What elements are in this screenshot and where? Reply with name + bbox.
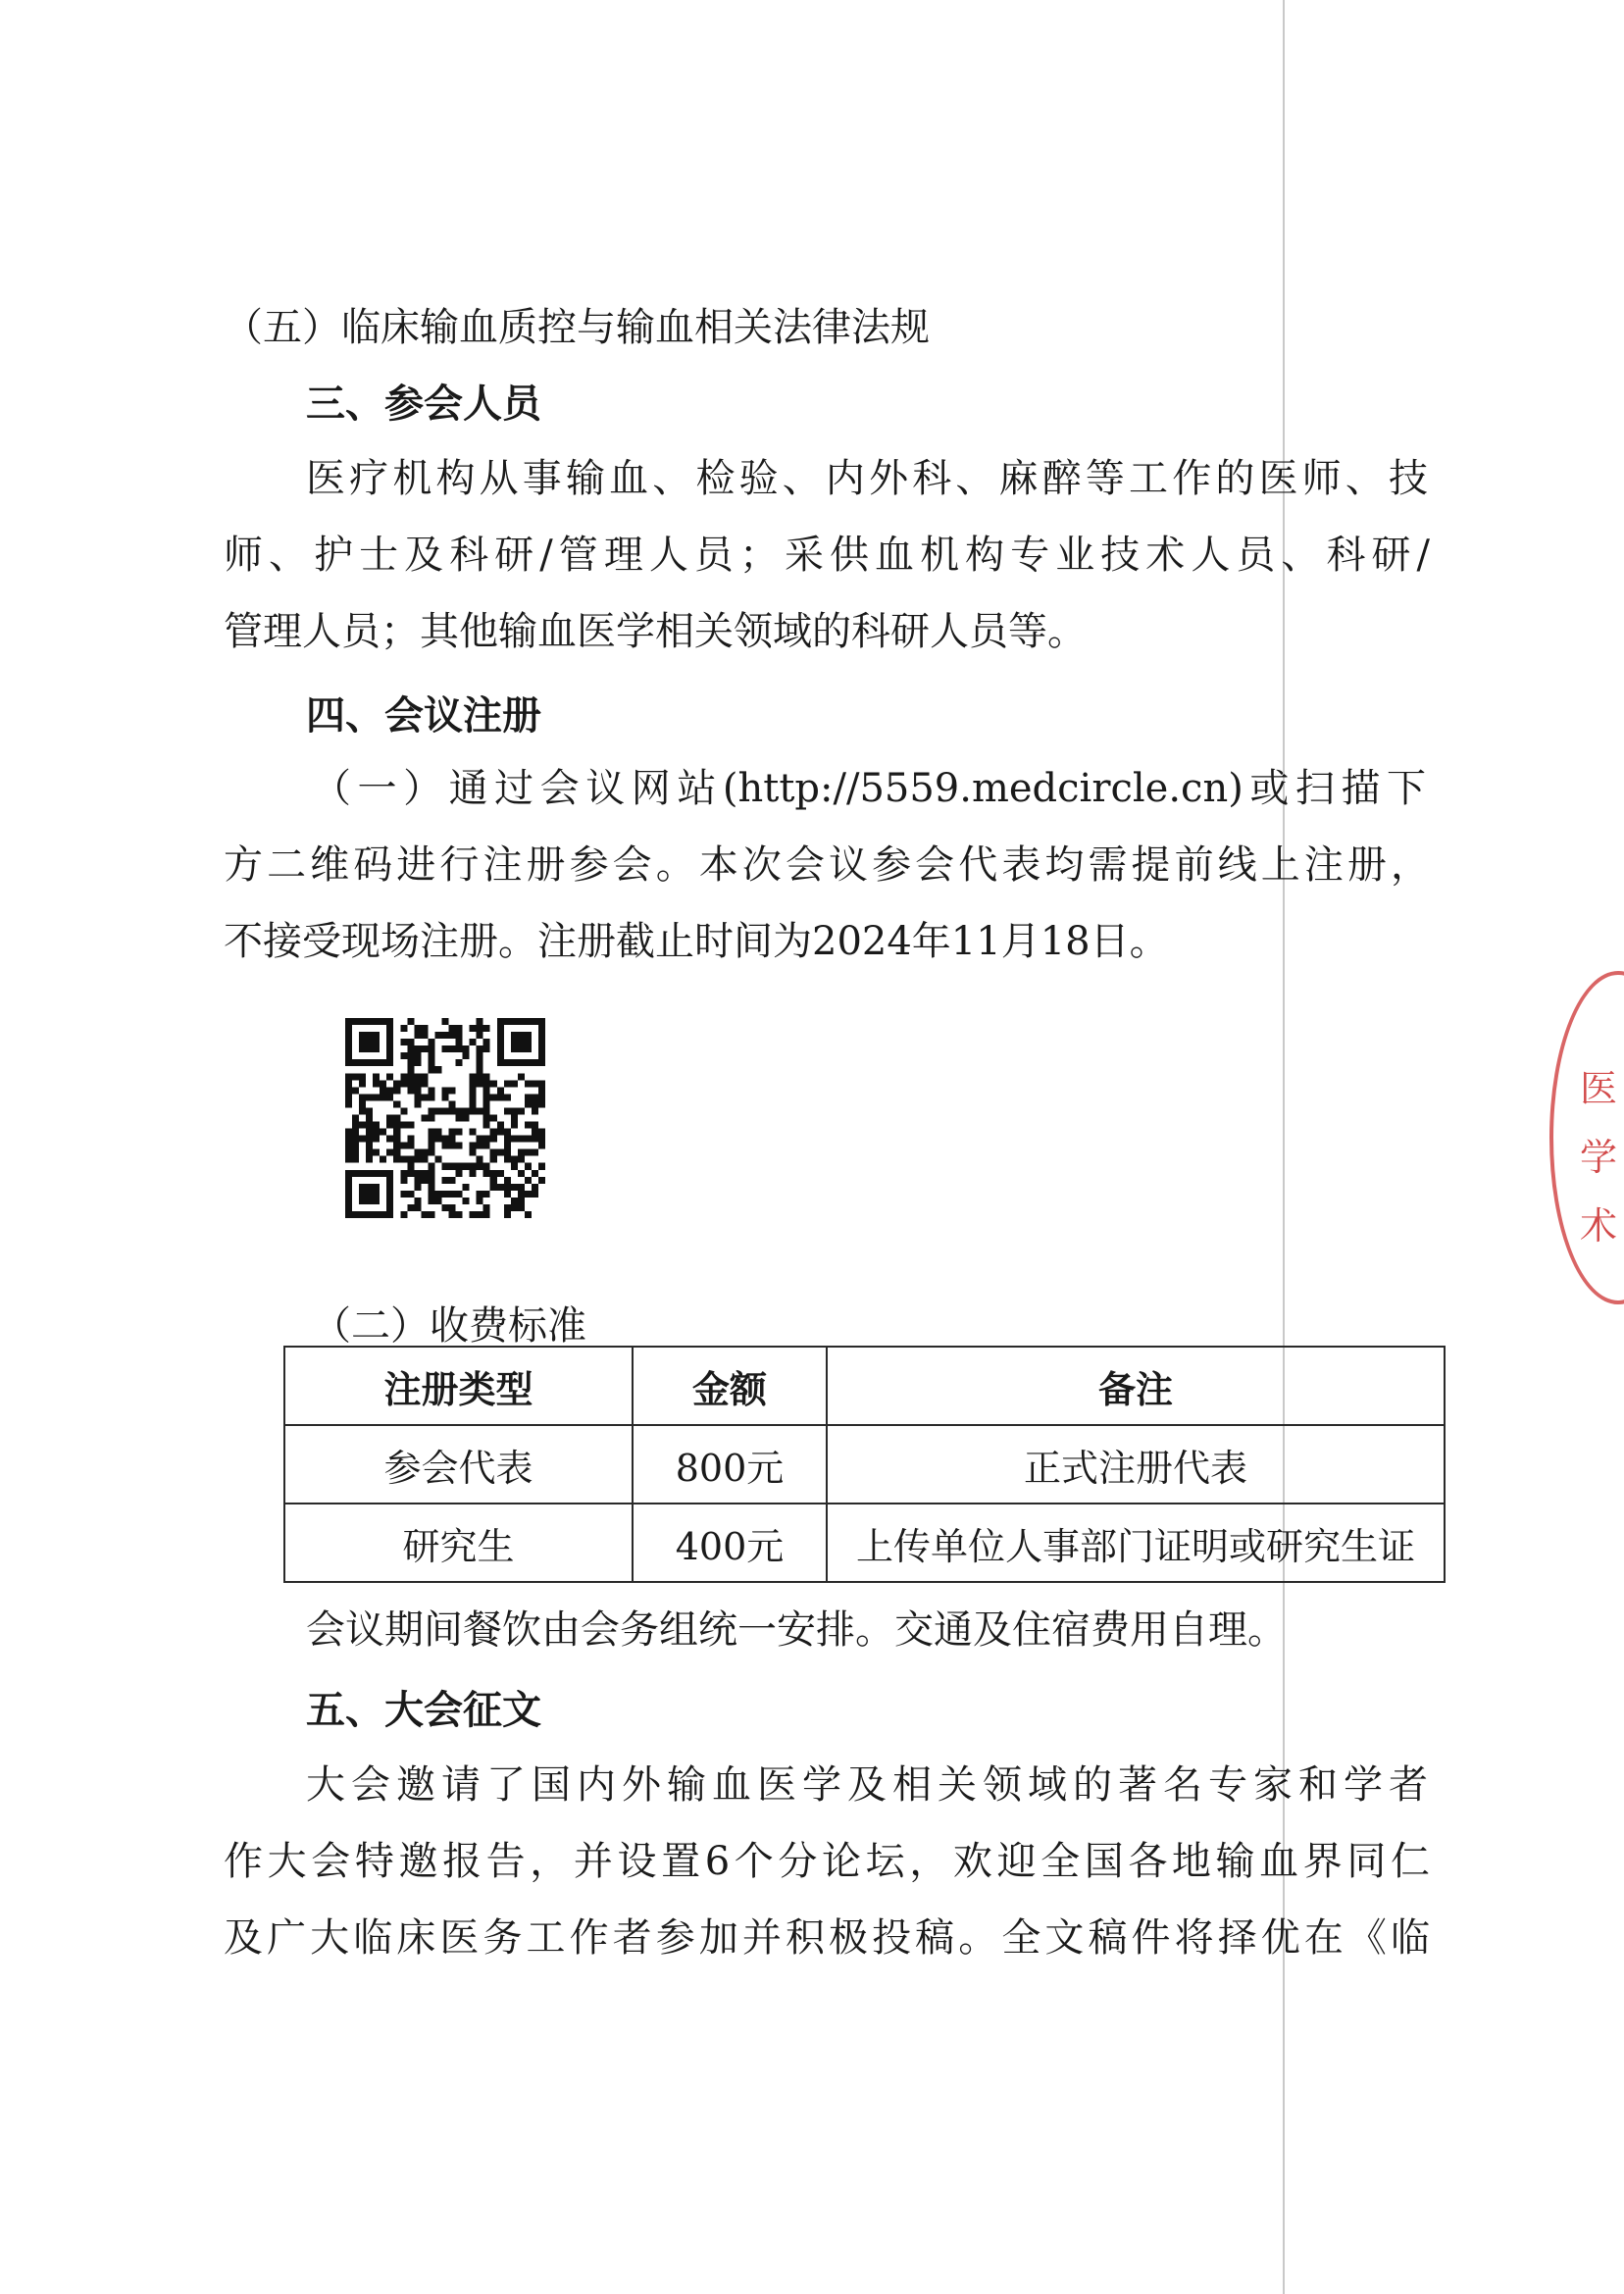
section-3-paragraph-line-1: 医疗机构从事输血、检验、内外科、麻醉等工作的医师、技 xyxy=(306,456,1428,501)
remarks-cell: 上传单位人事部门证明或研究生证 xyxy=(827,1504,1445,1582)
section-4-paragraph-line-1: （一）通过会议网站(http://5559.medcircle.cn)或扫描下 xyxy=(312,766,1426,811)
table-row xyxy=(284,1504,1445,1582)
section-4-paragraph-line-3: 不接受现场注册。注册截止时间为2024年11月18日。 xyxy=(224,919,1169,964)
after-table-line: 会议期间餐饮由会务组统一安排。交通及住宿费用自理。 xyxy=(306,1607,1287,1653)
fee-standard-heading: （二）收费标准 xyxy=(312,1303,586,1349)
section-5-paragraph-line-3: 及广大临床医务工作者参加并积极投稿。全文稿件将择优在《临 xyxy=(224,1915,1430,1961)
header-remarks: 备注 xyxy=(827,1347,1445,1425)
section-4-paragraph-line-2: 方二维码进行注册参会。本次会议参会代表均需提前线上注册， xyxy=(224,842,1430,888)
registration-type-cell: 研究生 xyxy=(284,1504,633,1582)
section-3-heading: 三、参会人员 xyxy=(306,382,541,427)
red-seal-stamp-text: 医 学 术 xyxy=(1579,1067,1617,1248)
remarks-cell: 正式注册代表 xyxy=(827,1425,1445,1504)
section-4-heading: 四、会议注册 xyxy=(306,693,541,739)
table-row xyxy=(284,1425,1445,1504)
item-5-line: （五）临床输血质控与输血相关法律法规 xyxy=(224,305,930,350)
fee-table-header-row xyxy=(284,1347,1445,1425)
section-5-paragraph-line-1: 大会邀请了国内外输血医学及相关领域的著名专家和学者 xyxy=(306,1762,1428,1808)
section-3-paragraph-line-3: 管理人员；其他输血医学相关领域的科研人员等。 xyxy=(224,609,1087,654)
section-5-heading: 五、大会征文 xyxy=(306,1688,541,1733)
header-amount: 金额 xyxy=(633,1347,827,1425)
registration-type-cell: 参会代表 xyxy=(284,1425,633,1504)
registration-qr-code xyxy=(345,1018,545,1218)
section-5-paragraph-line-2: 作大会特邀报告，并设置6个分论坛，欢迎全国各地输血界同仁 xyxy=(224,1839,1430,1884)
amount-cell: 400元 xyxy=(633,1504,827,1582)
header-registration-type: 注册类型 xyxy=(284,1347,633,1425)
amount-cell: 800元 xyxy=(633,1425,827,1504)
section-3-paragraph-line-2: 师、护士及科研/管理人员；采供血机构专业技术人员、科研/ xyxy=(224,533,1430,578)
fee-table xyxy=(283,1346,1446,1583)
